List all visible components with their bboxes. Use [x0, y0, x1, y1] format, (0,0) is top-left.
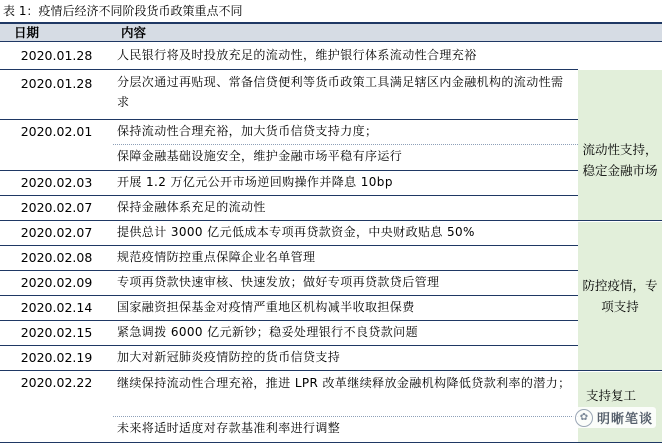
- row-date: 2020.02.08: [20, 250, 93, 265]
- table-bottom-rule: [0, 442, 662, 443]
- group-label-epidemic: [578, 222, 662, 370]
- table-row: [0, 371, 578, 415]
- table-header: [0, 22, 662, 42]
- table-row: [0, 120, 578, 144]
- row-date: 2020.02.14: [20, 300, 93, 315]
- group-label-text: 流动性支持，稳定金融市场: [582, 142, 658, 178]
- row-content: 保持流动性合理充裕，加大货币信贷支持力度；: [117, 124, 378, 138]
- policy-table: [0, 22, 662, 444]
- table-row: [0, 246, 578, 270]
- table-row: [0, 221, 578, 245]
- row-content: 提供总计 3000 亿元低成本专项再贷款资金，中央财政贴息 50%: [117, 225, 475, 239]
- row-content: 紧急调拨 6000 亿元新钞；稳妥处理银行不良贷款问题: [117, 325, 418, 339]
- table-row: [0, 321, 578, 345]
- row-date: 2020.02.19: [20, 350, 93, 365]
- row-content: 分层次通过再贴现、常备信贷便利等货币政策工具满足辖区内金融机构的流动性需求: [117, 75, 564, 109]
- table-row: [0, 346, 578, 370]
- table-row: [0, 417, 578, 441]
- table-row: [0, 171, 578, 195]
- watermark-text: 明晰笔谈: [596, 412, 653, 427]
- row-date: 2020.02.03: [20, 175, 93, 190]
- row-content: 保障金融基础设施安全，维护金融市场平稳有序运行: [117, 149, 403, 163]
- row-content: 国家融资担保基金对疫情严重地区机构减半收取担保费: [117, 300, 415, 314]
- table-row: [0, 70, 578, 119]
- row-date: 2020.02.01: [20, 124, 93, 139]
- row-content: 加大对新冠肺炎疫情防控的货币信贷支持: [117, 350, 341, 364]
- row-date: 2020.02.15: [20, 325, 93, 340]
- row-content: 专项再贷款快速审核、快速发放；做好专项再贷款贷后管理: [117, 275, 440, 289]
- row-date: 2020.02.09: [20, 275, 93, 290]
- table-row: [0, 296, 578, 320]
- table-caption: 表 1：疫情后经济不同阶段货币政策重点不同: [3, 4, 243, 18]
- table-row: [0, 196, 578, 220]
- row-date: 2020.02.22: [20, 375, 93, 390]
- table-row: [0, 145, 578, 169]
- row-content: 未来将适时适度对存款基准利率进行调整: [117, 421, 341, 435]
- row-content: 规范疫情防控重点保障企业名单管理: [117, 250, 316, 264]
- wechat-logo-icon: ✿: [575, 409, 593, 427]
- group-label-text: 防控疫情，专项支持: [582, 278, 658, 314]
- table-row: [0, 42, 578, 69]
- row-date: 2020.02.07: [20, 200, 93, 215]
- row-date: 2020.02.07: [20, 225, 93, 240]
- group-label-liquidity: [578, 70, 662, 220]
- row-date: 2020.01.28: [20, 76, 93, 91]
- row-content: 继续保持流动性合理充裕，推进 LPR 改革继续释放金融机构降低贷款利率的潜力；: [117, 376, 571, 390]
- header-date: 日期: [14, 25, 40, 40]
- row-content: 开展 1.2 万亿元公开市场逆回购操作并降息 10bp: [117, 175, 393, 189]
- header-content: 内容: [121, 25, 147, 40]
- row-content: 人民银行将及时投放充足的流动性，维护银行体系流动性合理充裕: [117, 48, 477, 62]
- table-row: [0, 271, 578, 295]
- row-content: 保持金融体系充足的流动性: [117, 200, 266, 214]
- group-label-text: 支持复工: [586, 387, 637, 403]
- row-date: 2020.01.28: [20, 48, 93, 63]
- watermark: [572, 407, 656, 428]
